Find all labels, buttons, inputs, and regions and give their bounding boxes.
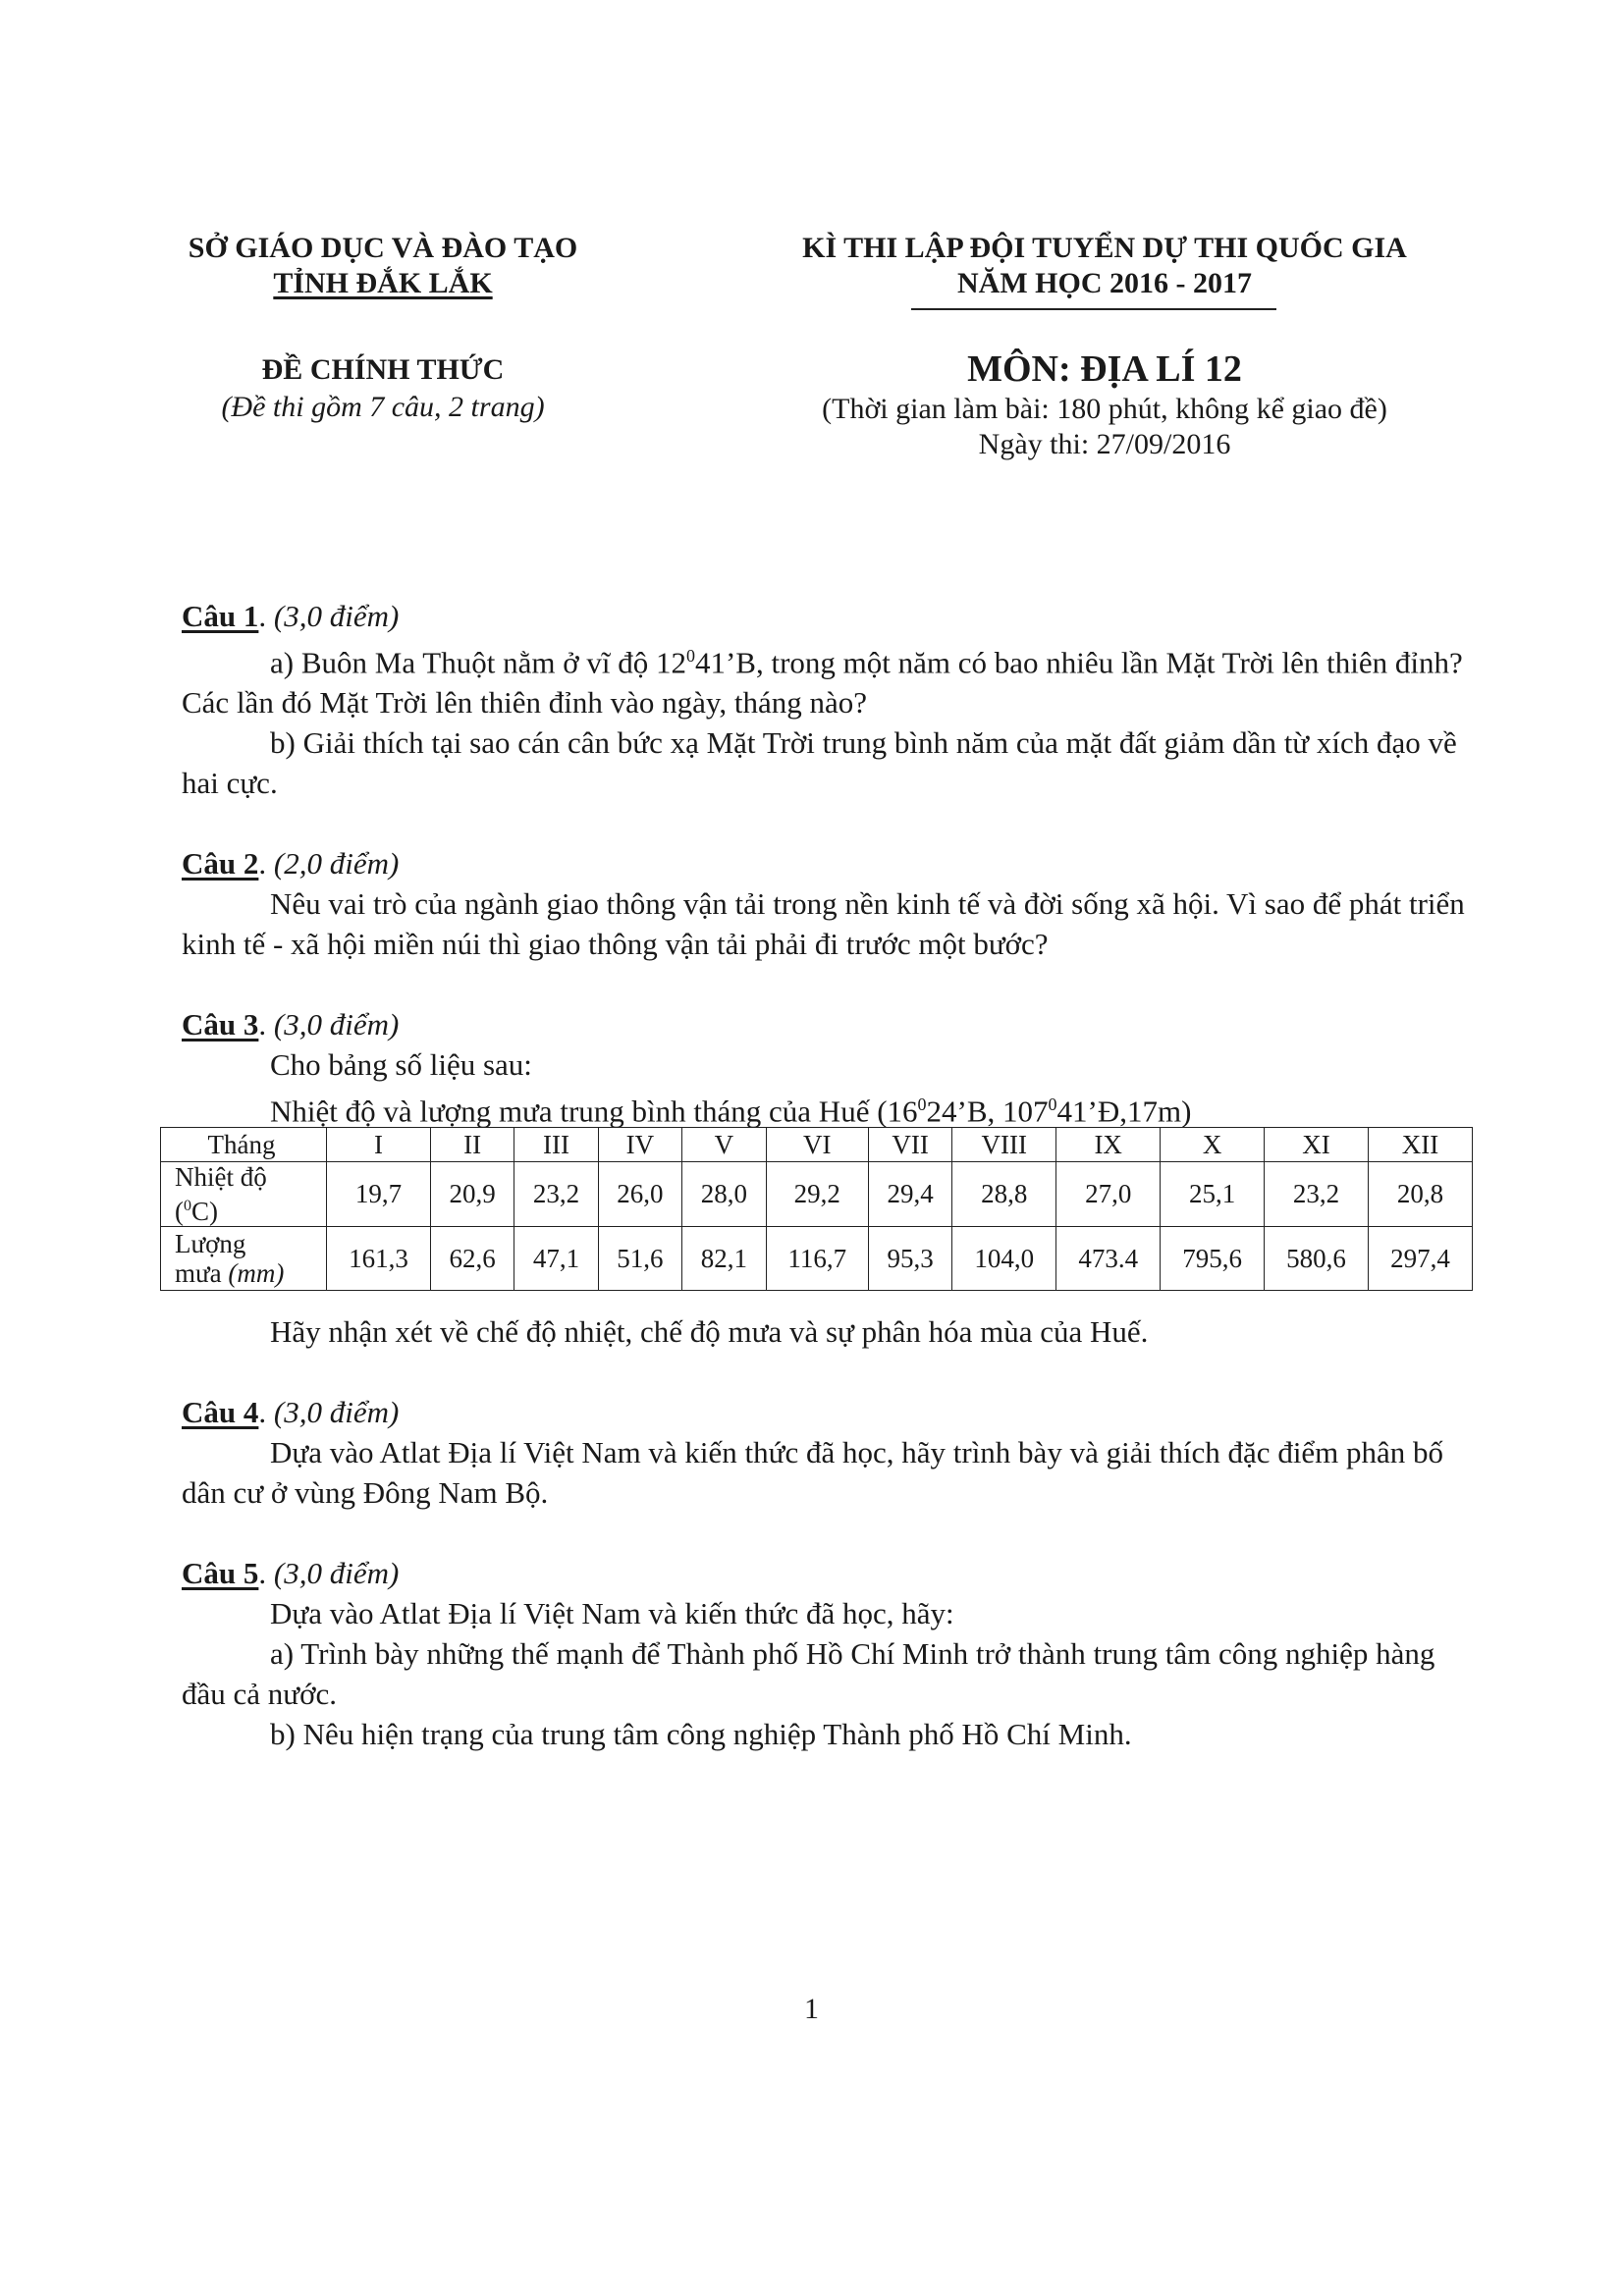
month-cell: IX	[1056, 1128, 1161, 1162]
subject-block	[687, 347, 1522, 461]
exam-date: Ngày thi: 27/09/2016	[978, 428, 1231, 460]
temperature-cell: 29,4	[868, 1162, 951, 1227]
doc-type: ĐỀ CHÍNH THỨC	[261, 353, 505, 386]
question-1-label: Câu 1	[182, 599, 259, 633]
question-4-label: Câu 4	[182, 1395, 259, 1429]
temperature-cell: 23,2	[514, 1162, 598, 1227]
org-line-2: TỈNH ĐẮK LẮK	[273, 267, 493, 299]
questions-section-2	[182, 1311, 1478, 1794]
rainfall-cell: 161,3	[327, 1227, 431, 1291]
exam-title: KÌ THI LẬP ĐỘI TUYỂN DỰ THI QUỐC GIA	[802, 232, 1407, 264]
question-5-intro: Dựa vào Atlat Địa lí Việt Nam và kiến thức đã học, hãy:	[270, 1596, 954, 1630]
exam-title-block	[687, 232, 1522, 300]
rainfall-cell: 116,7	[766, 1227, 868, 1291]
month-cell: VII	[868, 1128, 951, 1162]
exam-duration: (Thời gian làm bài: 180 phút, không kể giao đề)	[822, 393, 1387, 425]
climate-table	[160, 1127, 1473, 1291]
question-1-part-b: b) Giải thích tại sao cán cân bức xạ Mặt Trời trung bình năm của mặt đất giảm dần từ xích đạo về hai cực.	[182, 725, 1457, 801]
question-4: Câu 4. (3,0 điểm) Dựa vào Atlat Địa lí Việt Nam và kiến thức đã học, hãy trình bày và giải thích đặc điểm phân bố dân cư ở vùng Đông Nam Bộ.	[182, 1392, 1478, 1513]
page-number: 1	[804, 1993, 819, 2025]
month-cell: XII	[1368, 1128, 1472, 1162]
table-header-row	[161, 1128, 1473, 1162]
question-3-label: Câu 3	[182, 1007, 259, 1042]
question-4-text: Dựa vào Atlat Địa lí Việt Nam và kiến thức đã học, hãy trình bày và giải thích đặc điểm phân bố dân cư ở vùng Đông Nam Bộ.	[182, 1435, 1444, 1510]
temperature-cell: 23,2	[1265, 1162, 1369, 1227]
question-5-part-b: b) Nêu hiện trạng của trung tâm công nghiệp Thành phố Hồ Chí Minh.	[270, 1717, 1132, 1751]
questions-section	[182, 596, 1478, 1132]
question-3-points: (3,0 điểm)	[273, 1007, 400, 1042]
month-cell: XI	[1265, 1128, 1369, 1162]
question-1-part-a: a) Buôn Ma Thuột nằm ở vĩ độ $12^041’B$, trong một năm có bao nhiêu lần Mặt Trời lên thiên đỉnh? Các lần đó Mặt Trời lên thiên đỉnh vào ngày, tháng nào?	[182, 645, 1463, 721]
question-2-text: Nêu vai trò của ngành giao thông vận tải trong nền kinh tế và đời sống xã hội. Vì sao để phát triển kinh tế - xã hội miền núi thì giao thông vận tải phải đi trước một bước?	[182, 886, 1465, 962]
month-cell: VI	[766, 1128, 868, 1162]
question-2-label: Câu 2	[182, 846, 259, 881]
rainfall-label: Lượng mưa (mm)	[161, 1227, 327, 1291]
rainfall-cell: 297,4	[1368, 1227, 1472, 1291]
temperature-cell: 19,7	[327, 1162, 431, 1227]
month-cell: X	[1161, 1128, 1265, 1162]
temperature-cell: 28,0	[682, 1162, 766, 1227]
header-month-label: Tháng	[161, 1128, 327, 1162]
rainfall-row	[161, 1227, 1473, 1291]
question-4-points: (3,0 điểm)	[273, 1395, 400, 1429]
rainfall-cell: 580,6	[1265, 1227, 1369, 1291]
rainfall-cell: 473.4	[1056, 1227, 1161, 1291]
rainfall-cell: 104,0	[952, 1227, 1056, 1291]
doc-note: (Đề thi gồm 7 câu, 2 trang)	[221, 391, 545, 423]
question-3-task: Hãy nhận xét về chế độ nhiệt, chế độ mưa và sự phân hóa mùa của Huế.	[270, 1314, 1149, 1349]
rainfall-cell: 795,6	[1161, 1227, 1265, 1291]
question-3: Câu 3. (3,0 điểm) Cho bảng số liệu sau: Nhiệt độ và lượng mưa trung bình tháng của Huế ($16^024’B$, $107^041’Đ,17m$)	[182, 1004, 1478, 1131]
rainfall-cell: 82,1	[682, 1227, 766, 1291]
org-line-1: SỞ GIÁO DỤC VÀ ĐÀO TẠO	[188, 232, 578, 264]
question-2: Câu 2. (2,0 điểm) Nêu vai trò của ngành giao thông vận tải trong nền kinh tế và đời sống xã hội. Vì sao để phát triển kinh tế - xã hội miền núi thì giao thông vận tải phải đi trước một bước?	[182, 843, 1478, 964]
header-underline	[911, 308, 1276, 310]
question-3-caption: Nhiệt độ và lượng mưa trung bình tháng của Huế ($16^024’B$, $107^041’Đ,17m$)	[270, 1094, 1192, 1129]
question-5-label: Câu 5	[182, 1556, 259, 1590]
rainfall-cell: 95,3	[868, 1227, 951, 1291]
question-2-points: (2,0 điểm)	[273, 846, 400, 881]
month-cell: VIII	[952, 1128, 1056, 1162]
question-5: Câu 5. (3,0 điểm) Dựa vào Atlat Địa lí Việt Nam và kiến thức đã học, hãy: a) Trình bày những thế mạnh để Thành phố Hồ Chí Minh trở thành trung tâm công nghiệp hàng đầu cả nước. b) Nêu hiện trạng của trung tâm công nghiệp Thành phố Hồ Chí Minh.	[182, 1553, 1478, 1754]
question-5-points: (3,0 điểm)	[273, 1556, 400, 1590]
temperature-cell: 28,8	[952, 1162, 1056, 1227]
temperature-cell: 20,9	[430, 1162, 514, 1227]
question-3-intro: Cho bảng số liệu sau:	[270, 1047, 532, 1083]
rainfall-cell: 47,1	[514, 1227, 598, 1291]
org-name	[147, 232, 619, 300]
temperature-cell: 26,0	[598, 1162, 681, 1227]
temperature-label: Nhiệt độ ($^0$C)	[161, 1162, 327, 1227]
school-year: NĂM HỌC 2016 - 2017	[957, 267, 1252, 299]
question-1: Câu 1. (3,0 điểm) a) Buôn Ma Thuột nằm ở vĩ độ $12^041’B$, trong một năm có bao nhiêu lần Mặt Trời lên thiên đỉnh? Các lần đó Mặt Trời lên thiên đỉnh vào ngày, tháng nào? b) Giải thích tại sao cán cân bức xạ Mặt Trời trung bình năm của mặt đất giảm dần từ xích đạo về hai cực.	[182, 596, 1478, 803]
subject-title: MÔN: ĐỊA LÍ 12	[967, 348, 1242, 390]
month-cell: IV	[598, 1128, 681, 1162]
question-1-points: (3,0 điểm)	[273, 599, 400, 633]
temperature-cell: 20,8	[1368, 1162, 1472, 1227]
month-cell: V	[682, 1128, 766, 1162]
temperature-cell: 27,0	[1056, 1162, 1161, 1227]
month-cell: I	[327, 1128, 431, 1162]
month-cell: III	[514, 1128, 598, 1162]
rainfall-cell: 62,6	[430, 1227, 514, 1291]
doc-type-block	[147, 353, 619, 424]
temperature-row	[161, 1162, 1473, 1227]
question-5-part-a: a) Trình bày những thế mạnh để Thành phố Hồ Chí Minh trở thành trung tâm công nghiệp hàng đầu cả nước.	[182, 1636, 1435, 1711]
month-cell: II	[430, 1128, 514, 1162]
temperature-cell: 29,2	[766, 1162, 868, 1227]
temperature-cell: 25,1	[1161, 1162, 1265, 1227]
rainfall-cell: 51,6	[598, 1227, 681, 1291]
